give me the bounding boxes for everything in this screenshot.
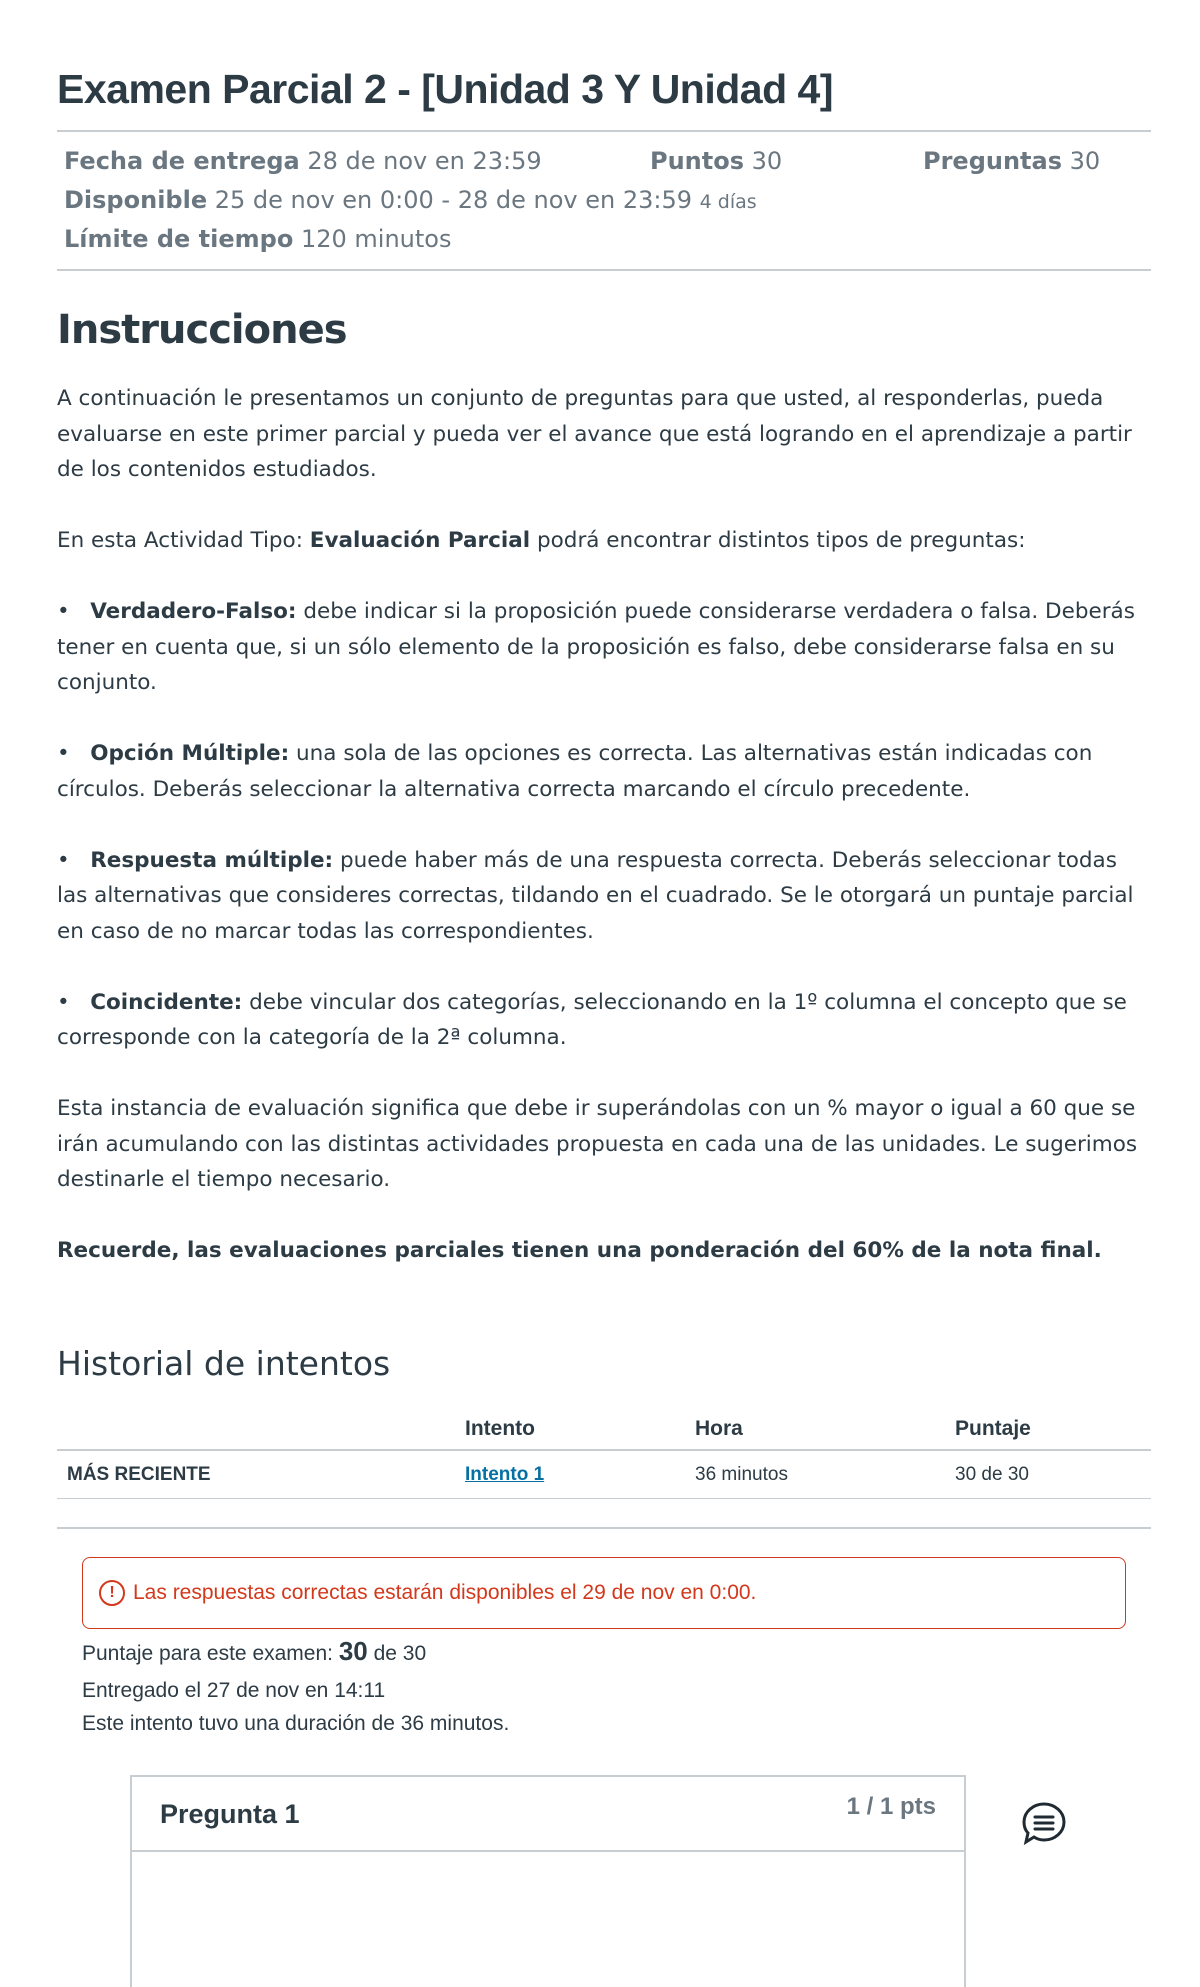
instructions-heading: Instrucciones	[57, 307, 347, 353]
submission-details	[82, 1633, 1151, 1739]
assignment-page	[57, 0, 1151, 1739]
instructions-note: Recuerde, las evaluaciones parciales tienen una ponderación del 60% de la nota final.	[57, 1238, 1102, 1263]
bullet-icon: •	[57, 989, 70, 1015]
questions-label: Preguntas	[923, 147, 1063, 175]
available-label: Disponible	[64, 186, 208, 214]
attempt-score: 30 de 30	[945, 1450, 1151, 1499]
due-label: Fecha de entrega	[64, 147, 300, 175]
attempt-duration: Este intento tuvo una duración de 36 minutos.	[82, 1711, 510, 1735]
score-of: de 30	[373, 1641, 427, 1665]
question-points: 1 / 1 pts	[846, 1793, 936, 1820]
time-limit-label: Límite de tiempo	[64, 225, 294, 253]
time-limit-value: 120 minutos	[300, 225, 452, 253]
alert-text: Las respuestas correctas estarán disponibles el 29 de nov en 0:00.	[133, 1580, 757, 1604]
question-type-item: • Coincidente: debe vincular dos categorías, seleccionando en la 1º columna el concepto que se corresponde con la categoría de la 2ª columna.	[57, 989, 1127, 1050]
question-header	[132, 1777, 964, 1852]
bullet-icon: •	[57, 741, 70, 766]
divider	[57, 1527, 1151, 1529]
question-type-item: • Opción Múltiple: una sola de las opciones es correcta. Las alternativas están indicadas con círculos. Deberás seleccionar la alternativa correcta marcando el círculo precedente.	[57, 741, 1093, 802]
attempt-time: 36 minutos	[685, 1450, 945, 1499]
points-label: Puntos	[650, 147, 745, 175]
bullet-icon: •	[57, 847, 70, 873]
question-card	[130, 1775, 966, 1987]
score-label: Puntaje para este examen:	[82, 1641, 333, 1665]
table-row	[57, 1450, 1151, 1499]
bullet-icon: •	[57, 599, 70, 624]
column-header: Puntaje	[945, 1405, 1151, 1450]
attempt-link[interactable]: Intento 1	[465, 1463, 545, 1485]
score-value: 30	[338, 1635, 368, 1666]
questions-value: 30	[1069, 147, 1101, 175]
available-days: 4 días	[699, 191, 757, 213]
instructions-paragraph: En esta Actividad Tipo: Evaluación Parcial podrá encontrar distintos tipos de preguntas:	[57, 528, 1026, 553]
attempt-label: MÁS RECIENTE	[57, 1450, 455, 1499]
column-header: Hora	[685, 1405, 945, 1450]
chat-icon[interactable]	[1020, 1800, 1068, 1848]
instructions-paragraph: A continuación le presentamos un conjunto de preguntas para que usted, al responderlas, pueda evaluarse en este primer parcial y pueda ver el avance que está logrando en el aprendizaje a partir de los contenidos estudiados.	[57, 386, 1132, 482]
history-heading: Historial de intentos	[57, 1343, 391, 1383]
submitted-date: Entregado el 27 de nov en 14:11	[82, 1678, 386, 1702]
page-title: Examen Parcial 2 - [Unidad 3 Y Unidad 4]	[57, 66, 833, 112]
column-header	[57, 1405, 455, 1450]
question-title: Pregunta 1	[160, 1799, 300, 1829]
table-header-row	[57, 1405, 1151, 1450]
warning-icon: !	[99, 1580, 125, 1606]
column-header: Intento	[455, 1405, 685, 1450]
divider	[57, 269, 1151, 271]
answers-availability-alert	[82, 1557, 1126, 1629]
assignment-details	[57, 132, 1151, 269]
due-value: 28 de nov en 23:59	[307, 147, 542, 175]
points-value: 30	[751, 147, 783, 175]
question-type-item: • Verdadero-Falso: debe indicar si la proposición puede considerarse verdadera o falsa. Deberás tener en cuenta que, si un sólo elemento de la proposición es falso, debe considerarse falsa en su conjunto.	[57, 599, 1135, 695]
instructions-body	[57, 381, 1151, 1269]
instructions-paragraph: Esta instancia de evaluación significa que debe ir superándolas con un % mayor o igual a 60 que se irán acumulando con las distintas actividades propuesta en cada una de las unidades. Le sugerimos destinarle el tiempo necesario.	[57, 1096, 1138, 1192]
available-value: 25 de nov en 0:00 - 28 de nov en 23:59	[214, 186, 692, 214]
question-type-item: • Respuesta múltiple: puede haber más de una respuesta correcta. Deberás seleccionar todas las alternativas que consideres correctas, tildando en el cuadrado. Se le otorgará un puntaje parcial en caso de no marcar todas las correspondientes.	[57, 847, 1134, 944]
attempt-history-table	[57, 1405, 1151, 1499]
